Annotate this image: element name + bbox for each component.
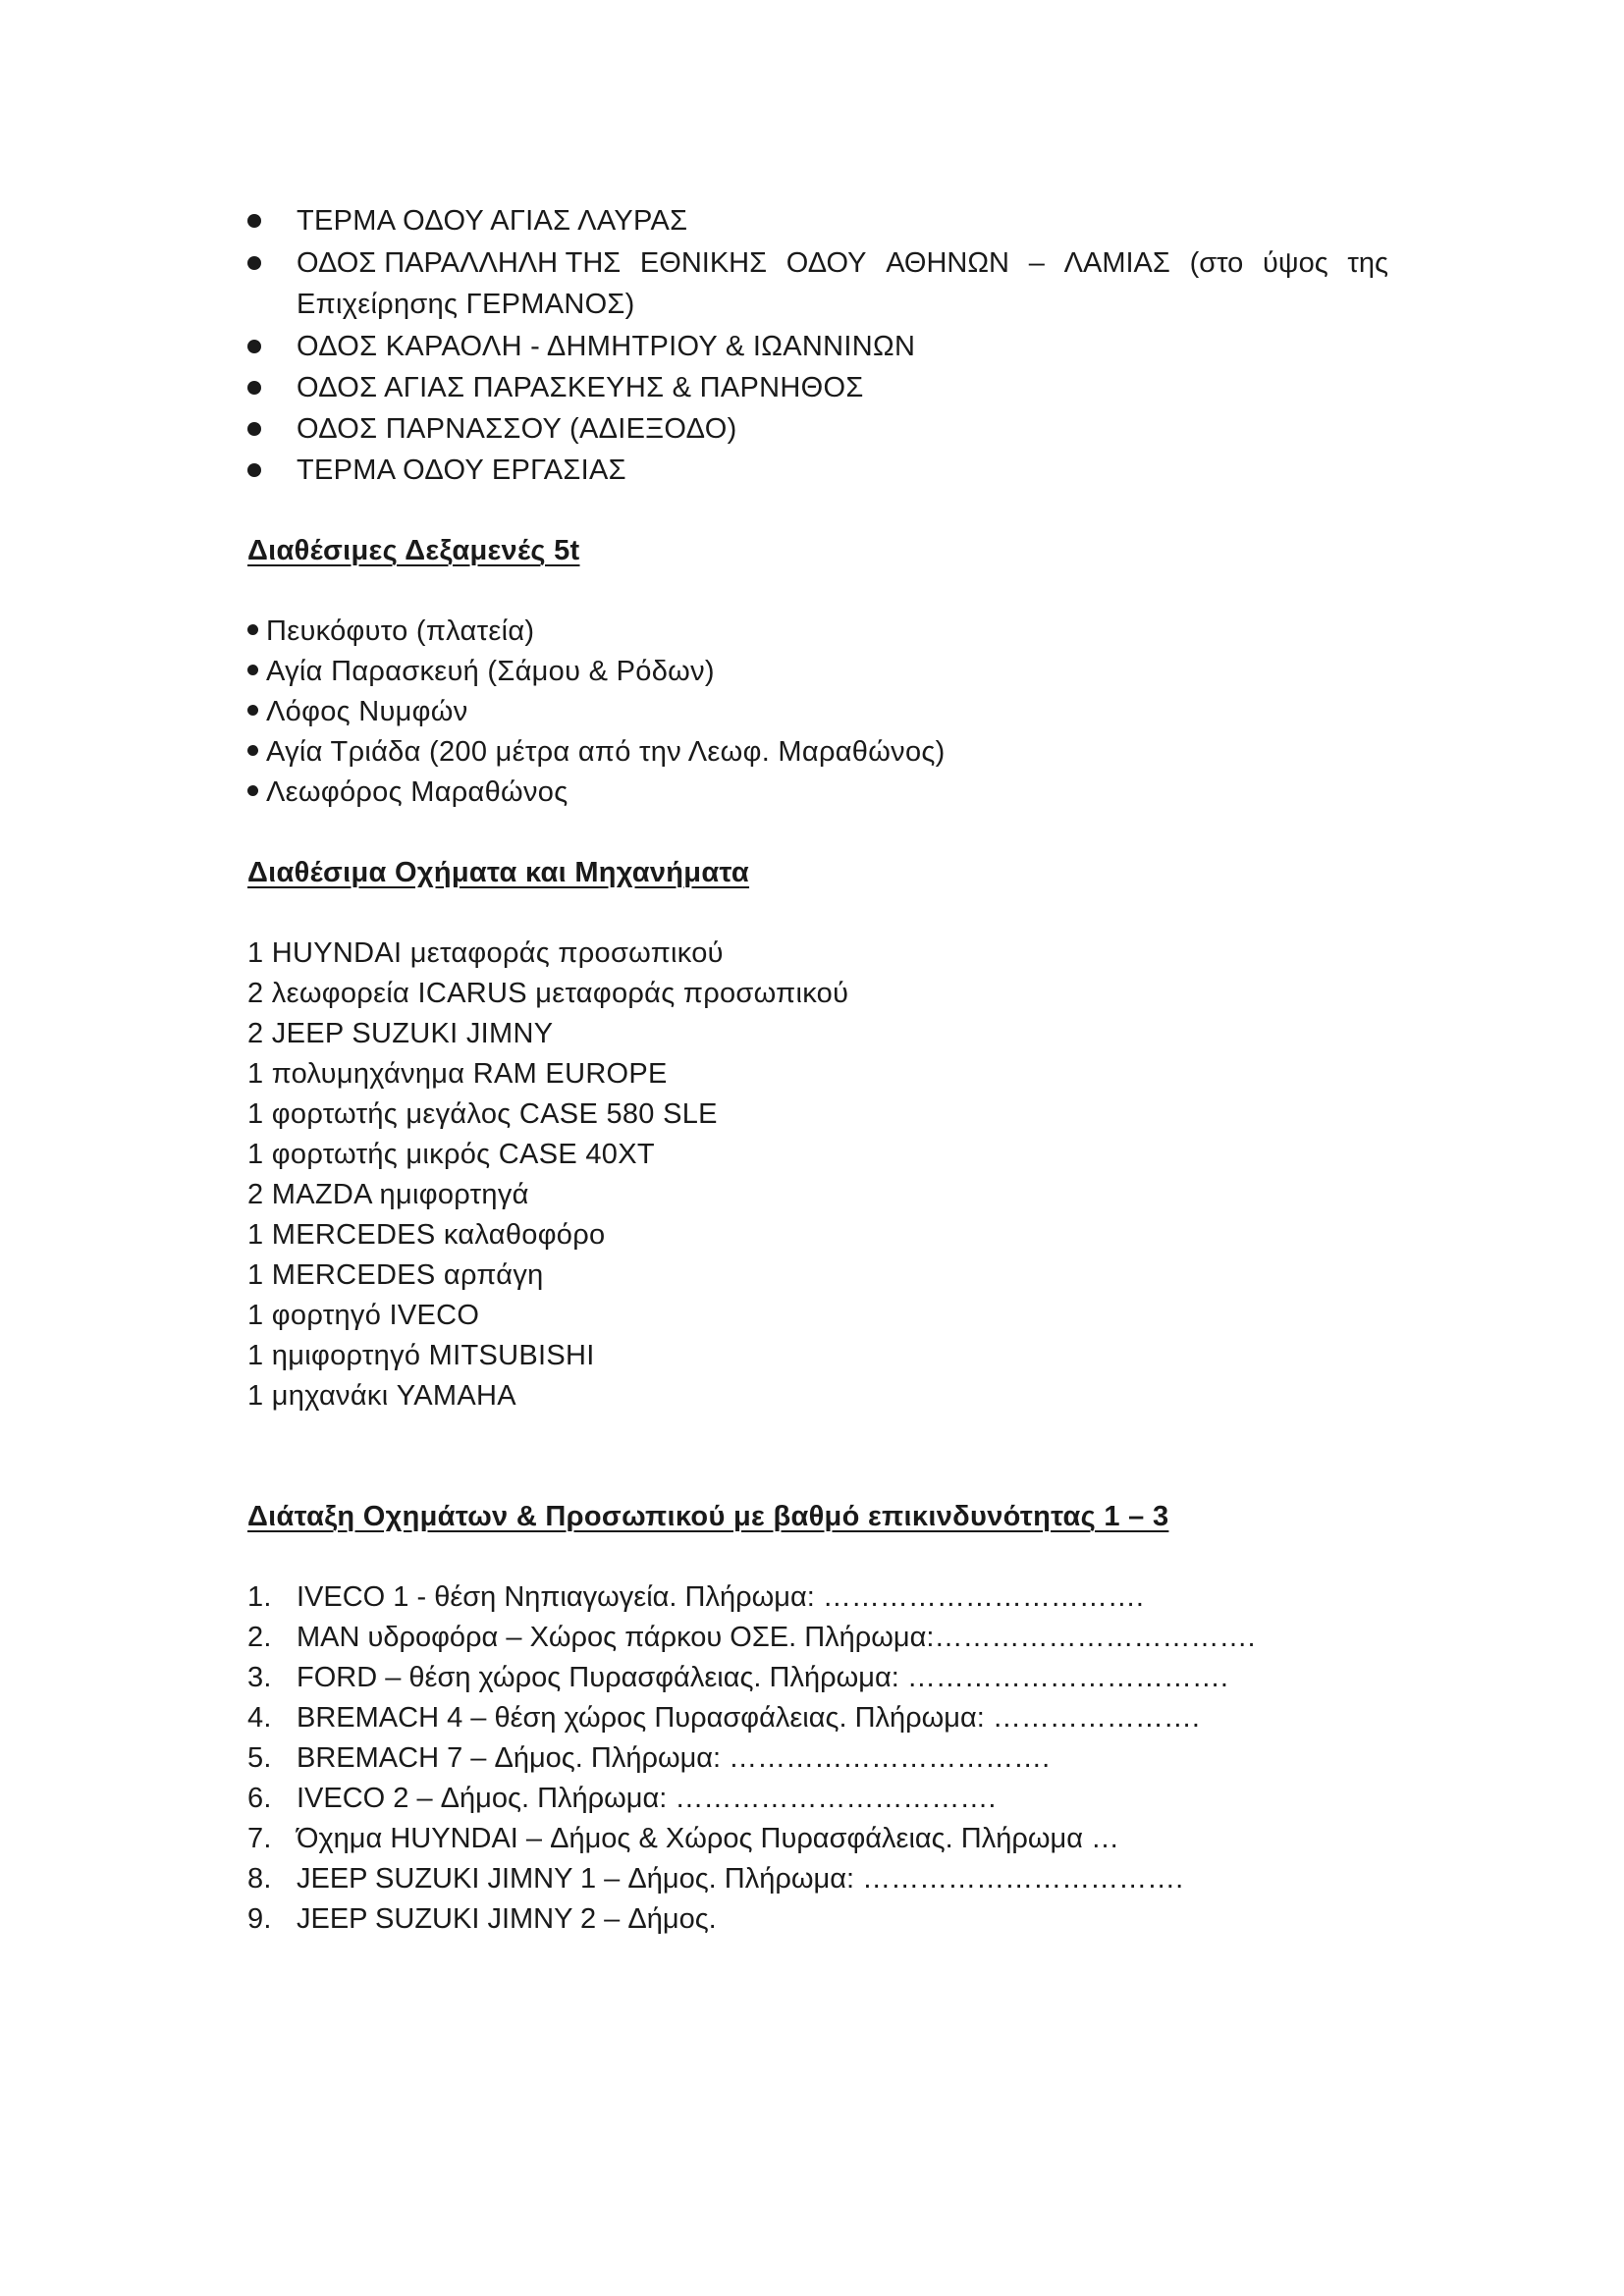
tank-item: Αγία Τριάδα (200 μέτρα από την Λεωφ. Μαραθώνος)	[247, 738, 946, 767]
vehicle-item: 1 HUYNDAI μεταφοράς προσωπικού	[247, 937, 724, 969]
street-item: ΤΕΡΜΑ ΟΔΟΥ ΑΓΙΑΣ ΛΑΥΡΑΣ	[297, 205, 688, 237]
street-item: ΤΕΡΜΑ ΟΔΟΥ ΕΡΓΑΣΙΑΣ	[297, 454, 626, 486]
vehicle-item: 1 ημιφορτηγό MITSUBISHI	[247, 1340, 595, 1371]
word: –	[1028, 247, 1045, 279]
word: ΑΘΗΝΩΝ	[886, 247, 1010, 279]
word: ύψος	[1263, 247, 1328, 279]
word: ΟΔΟΣ ΠΑΡΑΛΛΗΛΗ ΤΗΣ	[297, 247, 622, 279]
vehicle-item: 1 πολυμηχάνημα RAM EUROPE	[247, 1058, 668, 1090]
street-item: ΟΔΟΣ ΠΑΡΝΑΣΣΟΥ (ΑΔΙΕΞΟΔΟ)	[297, 413, 737, 445]
vehicle-item: 1 MERCEDES αρπάγη	[247, 1259, 544, 1291]
word: ΟΔΟΥ	[785, 247, 867, 279]
street-item-line	[297, 249, 1388, 278]
street-item-continuation: Επιχείρησης ΓΕΡΜΑΝΟΣ)	[297, 289, 635, 320]
word: ΛΑΜΙΑΣ	[1063, 247, 1170, 279]
deployment-item: Όχημα HUYNDAI – Δήμος & Χώρος Πυρασφάλειας. Πλήρωμα …	[297, 1823, 1120, 1854]
bullet-icon	[247, 214, 261, 228]
bullet-icon	[247, 785, 258, 796]
tank-item: Πευκόφυτο (πλατεία)	[247, 617, 534, 646]
list-number: 2.	[247, 1622, 272, 1653]
list-number: 4.	[247, 1702, 272, 1734]
deployment-item: IVECO 1 - θέση Νηπιαγωγεία. Πλήρωμα: …………………………….	[297, 1581, 1144, 1613]
street-item: ΟΔΟΣ ΑΓΙΑΣ ΠΑΡΑΣΚΕΥΗΣ & ΠΑΡΝΗΘΟΣ	[297, 372, 864, 403]
bullet-icon	[247, 705, 258, 716]
vehicle-item: 2 MAZDA ημιφορτηγά	[247, 1179, 529, 1210]
list-number: 6.	[247, 1783, 272, 1814]
list-number: 8.	[247, 1863, 272, 1895]
bullet-icon	[247, 463, 261, 477]
word: της	[1347, 247, 1388, 279]
tank-item: Λόφος Νυμφών	[247, 698, 468, 726]
bullet-icon	[247, 422, 261, 436]
vehicle-item: 2 JEEP SUZUKI JIMNY	[247, 1018, 554, 1049]
tank-item: Αγία Παρασκευή (Σάμου & Ρόδων)	[247, 658, 715, 686]
vehicles-heading: Διαθέσιμα Οχήματα και Μηχανήματα	[247, 857, 750, 888]
deployment-item: JEEP SUZUKI JIMNY 2 – Δήμος.	[297, 1903, 717, 1935]
vehicle-item: 1 μηχανάκι YAMAHA	[247, 1380, 516, 1412]
list-number: 7.	[247, 1823, 272, 1854]
deployment-item: BREMACH 7 – Δήμος. Πλήρωμα: …………………………….	[297, 1742, 1051, 1774]
bullet-icon	[247, 624, 258, 635]
deployment-item: BREMACH 4 – θέση χώρος Πυρασφάλειας. Πλήρωμα: ………………….	[297, 1702, 1200, 1734]
word: (στο	[1189, 247, 1244, 279]
deployment-item: FORD – θέση χώρος Πυρασφάλειας. Πλήρωμα: …………………………….	[297, 1662, 1228, 1693]
list-number: 9.	[247, 1903, 272, 1935]
vehicle-item: 1 MERCEDES καλαθοφόρο	[247, 1219, 606, 1251]
deployment-item: MAN υδροφόρα – Χώρος πάρκου ΟΣΕ. Πλήρωμα:…………………………….	[297, 1622, 1256, 1653]
bullet-icon	[247, 665, 258, 675]
vehicle-item: 1 φορτωτής μεγάλος CASE 580 SLE	[247, 1098, 718, 1130]
list-number: 5.	[247, 1742, 272, 1774]
list-number: 3.	[247, 1662, 272, 1693]
bullet-icon	[247, 381, 261, 395]
list-number: 1.	[247, 1581, 272, 1613]
bullet-icon	[247, 256, 261, 270]
deployment-heading: Διάταξη Οχημάτων & Προσωπικού με βαθμό επικινδυνότητας 1 – 3	[247, 1501, 1169, 1532]
street-item: ΟΔΟΣ ΚΑΡΑΟΛΗ - ΔΗΜΗΤΡΙΟΥ & ΙΩΑΝΝΙΝΩΝ	[297, 331, 916, 362]
tank-item: Λεωφόρος Μαραθώνος	[247, 778, 568, 807]
bullet-icon	[247, 340, 261, 353]
tanks-heading: Διαθέσιμες Δεξαμενές 5t	[247, 535, 580, 566]
vehicle-item: 1 φορτηγό IVECO	[247, 1300, 480, 1331]
vehicle-item: 1 φορτωτής μικρός CASE 40XT	[247, 1139, 655, 1170]
deployment-item: JEEP SUZUKI JIMNY 1 – Δήμος. Πλήρωμα: …………………………….	[297, 1863, 1184, 1895]
deployment-item: IVECO 2 – Δήμος. Πλήρωμα: …………………………….	[297, 1783, 997, 1814]
bullet-icon	[247, 745, 258, 756]
vehicle-item: 2 λεωφορεία ICARUS μεταφοράς προσωπικού	[247, 978, 849, 1009]
word: ΕΘΝΙΚΗΣ	[639, 247, 768, 279]
